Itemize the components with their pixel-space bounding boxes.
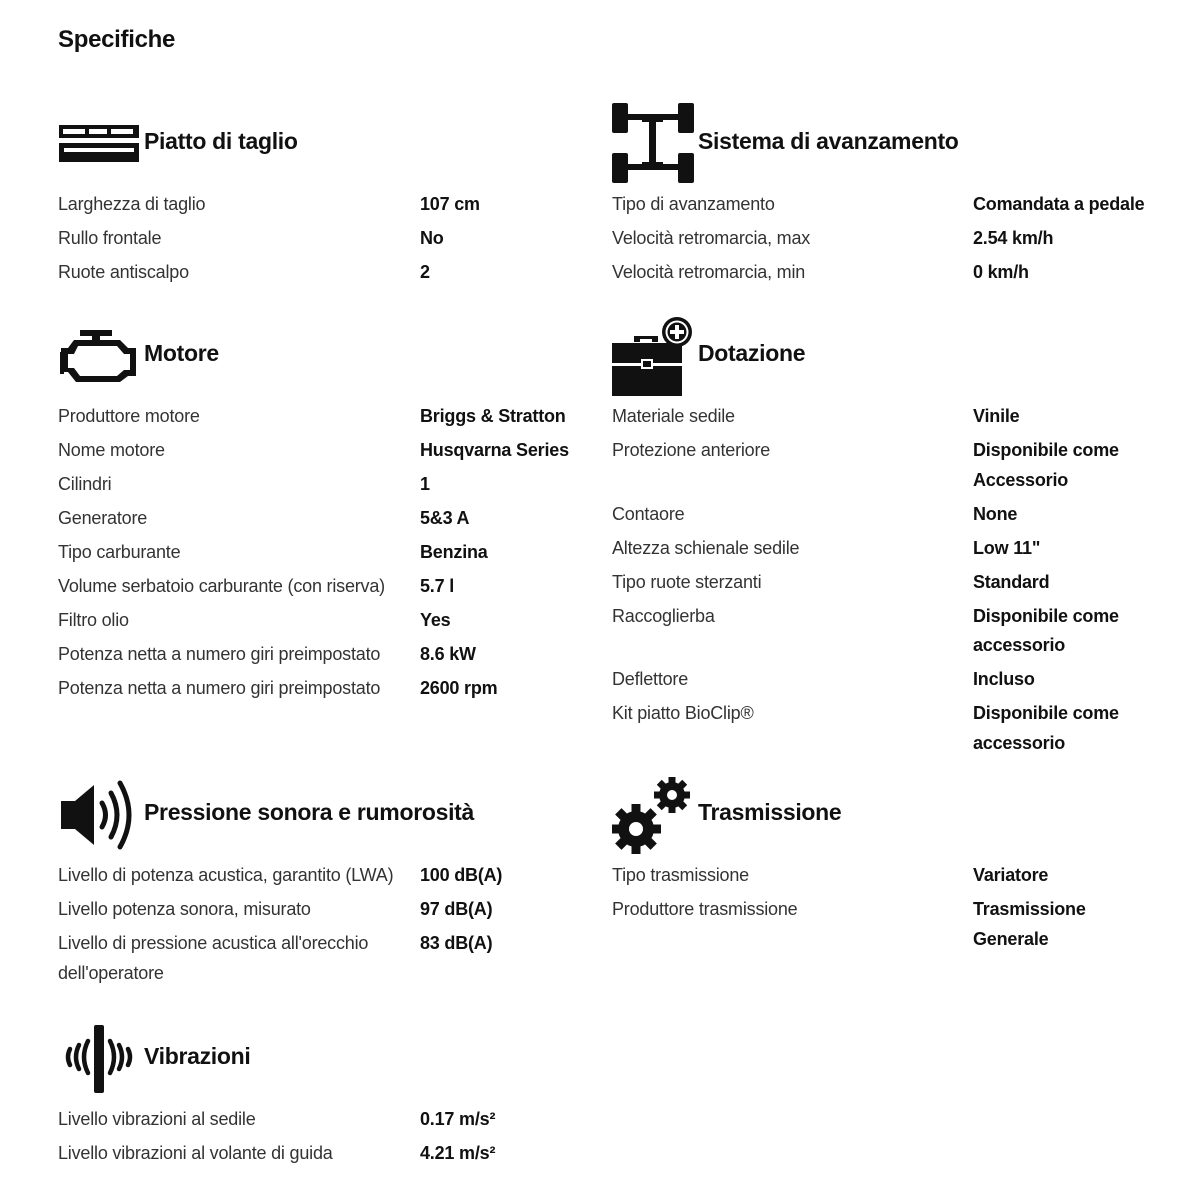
gears-icon [612, 771, 696, 861]
spec-row [58, 606, 578, 636]
section-transmission [612, 771, 1172, 959]
spec-list [612, 402, 1172, 758]
spec-row [612, 258, 1172, 288]
section-engine [58, 312, 578, 708]
spec-row [58, 538, 578, 568]
spec-label: Contaore [612, 503, 685, 524]
spec-value: Trasmissione Generale [973, 899, 1086, 949]
spec-row [58, 504, 578, 534]
spec-list [58, 861, 578, 988]
spec-label: Cilindri [58, 474, 112, 494]
spec-label: Potenza netta a numero giri preimpostato [58, 644, 381, 664]
section-title: Motore [144, 340, 219, 366]
section-title: Vibrazioni [144, 1043, 251, 1069]
spec-label: Altezza schienale sedile [612, 537, 800, 558]
spec-row [58, 224, 578, 254]
spec-row [58, 1139, 578, 1169]
vibration-icon [58, 1015, 142, 1105]
spec-value: Incluso [973, 669, 1035, 689]
spec-label: Livello vibrazioni al volante di guida [58, 1143, 333, 1163]
spec-row [612, 436, 1172, 495]
cutting-deck-icon [58, 100, 142, 190]
spec-label: Produttore motore [58, 406, 200, 426]
spec-label: Protezione anteriore [612, 440, 771, 460]
spec-row [58, 895, 578, 925]
spec-label: Velocità retromarcia, min [612, 262, 806, 282]
spec-value: 97 dB(A) [420, 899, 493, 919]
section-header [612, 100, 1172, 190]
section-vibrations [58, 1015, 578, 1173]
spec-label: Ruote antiscalpo [58, 262, 189, 282]
spec-label: Larghezza di taglio [58, 194, 206, 214]
section-title: Trasmissione [698, 799, 842, 825]
spec-row [612, 861, 1172, 891]
spec-row [612, 534, 1172, 564]
speaker-sound-icon [58, 771, 142, 861]
spec-label: Rullo frontale [58, 228, 162, 248]
spec-value: 4.21 m/s² [420, 1143, 496, 1163]
spec-label: Velocità retromarcia, max [612, 228, 811, 248]
spec-value: No [420, 228, 444, 248]
spec-list [58, 1105, 578, 1169]
spec-value: Vinile [973, 406, 1020, 426]
spec-value: 100 dB(A) [420, 865, 503, 885]
section-sound [58, 771, 578, 993]
spec-row [58, 190, 578, 220]
spec-value: Comandata a pedale [973, 194, 1145, 214]
spec-value: 8.6 kW [420, 644, 476, 664]
spec-label: Tipo ruote sterzanti [612, 571, 762, 592]
spec-row [58, 470, 578, 500]
spec-label: Volume serbatoio carburante (con riserva) [58, 576, 385, 596]
section-header [58, 1015, 578, 1105]
section-title: Sistema di avanzamento [698, 128, 959, 154]
section-equipment [612, 312, 1172, 763]
spec-label: Tipo di avanzamento [612, 194, 775, 214]
spec-value: 0.17 m/s² [420, 1109, 496, 1129]
spec-label: Raccoglierba [612, 605, 715, 626]
spec-row [612, 602, 1172, 661]
spec-row [58, 1105, 578, 1135]
spec-row [58, 640, 578, 670]
spec-value: Disponibile come Accessorio [973, 440, 1119, 490]
spec-row [612, 500, 1172, 530]
section-header [58, 312, 578, 402]
spec-list [612, 861, 1172, 954]
chassis-axle-icon [612, 100, 696, 190]
section-header [58, 100, 578, 190]
page-title: Specifiche [58, 26, 176, 53]
spec-row [58, 674, 578, 704]
spec-row [612, 895, 1172, 954]
spec-value: 2.54 km/h [973, 228, 1054, 248]
spec-row [58, 258, 578, 288]
spec-label: Produttore trasmissione [612, 899, 798, 919]
spec-row [58, 929, 578, 988]
spec-row [58, 436, 578, 466]
spec-label: Generatore [58, 508, 148, 528]
spec-value: 83 dB(A) [420, 933, 493, 953]
spec-value: None [973, 503, 1018, 524]
section-title: Piatto di taglio [144, 128, 298, 154]
section-drive-system [612, 100, 1172, 292]
spec-label: Materiale sedile [612, 406, 735, 426]
toolbox-plus-icon [612, 312, 696, 402]
spec-row [58, 861, 578, 891]
spec-row [58, 572, 578, 602]
spec-label: Nome motore [58, 440, 165, 460]
spec-value: 0 km/h [973, 262, 1029, 282]
spec-value: Husqvarna Series [420, 440, 569, 460]
spec-value: Yes [420, 610, 451, 630]
section-header [612, 312, 1172, 402]
spec-value: Briggs & Stratton [420, 406, 566, 426]
spec-row [612, 568, 1172, 598]
spec-value: Disponibile come accessorio [973, 703, 1119, 753]
spec-value: 2600 rpm [420, 678, 498, 698]
engine-icon [58, 312, 142, 402]
spec-label: Livello potenza sonora, misurato [58, 899, 311, 919]
spec-value: Variatore [973, 865, 1049, 885]
spec-value: 1 [420, 474, 430, 494]
spec-value: Benzina [420, 542, 488, 562]
spec-row [612, 699, 1172, 758]
spec-value: Low 11" [973, 537, 1041, 558]
spec-label: Tipo carburante [58, 542, 181, 562]
spec-label: Livello di pressione acustica all'orecchio dell'operatore [58, 933, 369, 983]
spec-label: Livello di potenza acustica, garantito (LWA) [58, 865, 394, 885]
spec-value: 5.7 l [420, 576, 455, 596]
spec-row [612, 224, 1172, 254]
spec-list [58, 190, 578, 288]
section-cutting-deck [58, 100, 578, 292]
spec-label: Filtro olio [58, 610, 129, 630]
spec-value: Disponibile come accessorio [973, 605, 1119, 655]
spec-label: Livello vibrazioni al sedile [58, 1109, 256, 1129]
spec-value: 107 cm [420, 194, 480, 214]
spec-label: Potenza netta a numero giri preimpostato [58, 678, 381, 698]
spec-list [612, 190, 1172, 288]
spec-label: Deflettore [612, 669, 689, 689]
section-title: Pressione sonora e rumorosità [144, 799, 475, 825]
section-header [612, 771, 1172, 861]
spec-row [58, 402, 578, 432]
spec-value: Standard [973, 571, 1050, 592]
spec-value: 2 [420, 262, 430, 282]
section-title: Dotazione [698, 340, 806, 366]
spec-row [612, 190, 1172, 220]
spec-list [58, 402, 578, 704]
spec-label: Tipo trasmissione [612, 865, 749, 885]
section-header [58, 771, 578, 861]
spec-row [612, 665, 1172, 695]
spec-row [612, 402, 1172, 432]
spec-label: Kit piatto BioClip® [612, 703, 754, 723]
spec-value: 5&3 A [420, 508, 470, 528]
